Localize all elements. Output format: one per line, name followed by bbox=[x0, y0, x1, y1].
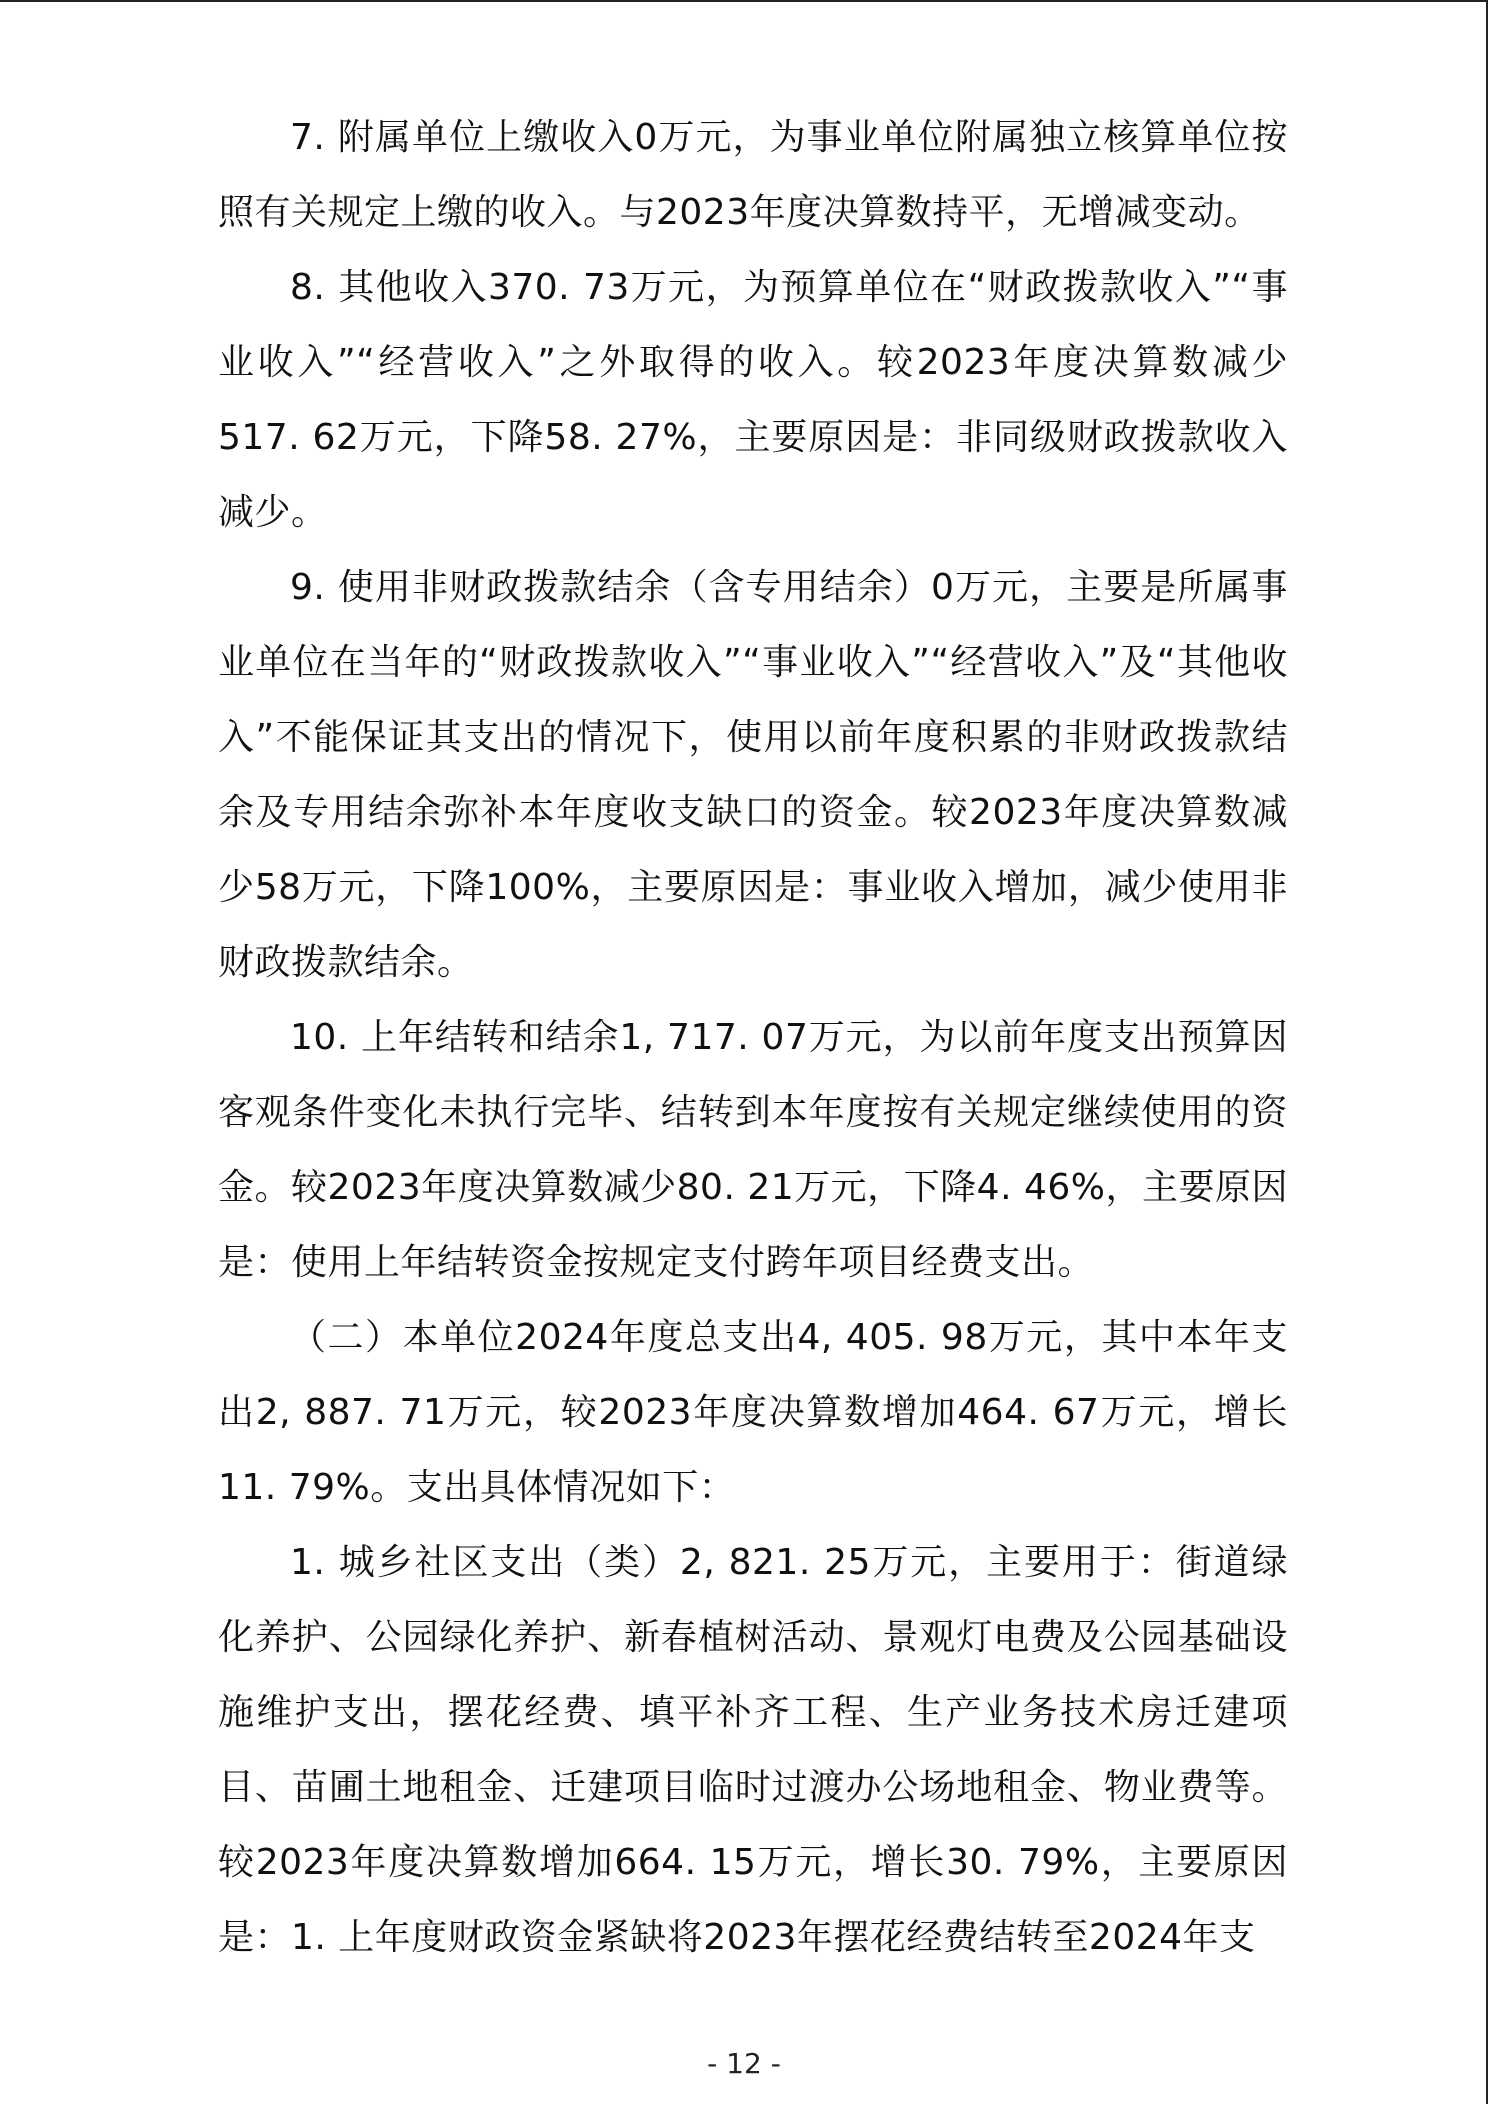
page-number: - 12 - bbox=[707, 2047, 781, 2080]
paragraph-affiliated-unit-income: 7. 附属单位上缴收入0万元，为事业单位附属独立核算单位按照有关规定上缴的收入。与2023年度决算数持平，无增减变动。 bbox=[218, 117, 1288, 233]
paragraph-prior-year-carryover: 10. 上年结转和结余1, 717. 07万元，为以前年度支出预算因客观条件变化未执行完毕、结转到本年度按有关规定继续使用的资金。较2023年度决算数减少80. 21万元，下降4. 46%，主要原因是：使用上年结转资金按规定支付跨年项目经费支出。 bbox=[218, 1017, 1288, 1283]
document-body bbox=[218, 100, 1288, 1975]
paragraph-urban-rural-expenditure: 1. 城乡社区支出（类）2, 821. 25万元，主要用于：街道绿化养护、公园绿化养护、新春植树活动、景观灯电费及公园基础设施维护支出，摆花经费、填平补齐工程、生产业务技术房迁建项目、苗圃土地租金、迁建项目临时过渡办公场地租金、物业费等。较2023年度决算数增加664. 15万元，增长30. 79%，主要原因是：1. 上年度财政资金紧缺将2023年摆花经费结转至2024年支 bbox=[218, 1542, 1288, 1958]
paragraph-non-fiscal-balance: 9. 使用非财政拨款结余（含专用结余）0万元，主要是所属事业单位在当年的“财政拨款收入”“事业收入”“经营收入”及“其他收入”不能保证其支出的情况下，使用以前年度积累的非财政拨款结余及专用结余弥补本年度收支缺口的资金。较2023年度决算数减少58万元，下降100%，主要原因是：事业收入增加，减少使用非财政拨款结余。 bbox=[218, 567, 1288, 983]
paragraph-other-income: 8. 其他收入370. 73万元，为预算单位在“财政拨款收入”“事业收入”“经营收入”之外取得的收入。较2023年度决算数减少517. 62万元，下降58. 27%，主要原因是：非同级财政拨款收入减少。 bbox=[218, 267, 1288, 533]
paragraph-total-expenditure: （二）本单位2024年度总支出4, 405. 98万元，其中本年支出2, 887. 71万元，较2023年度决算数增加464. 67万元，增长11. 79%。支出具体情况如下： bbox=[218, 1317, 1288, 1508]
